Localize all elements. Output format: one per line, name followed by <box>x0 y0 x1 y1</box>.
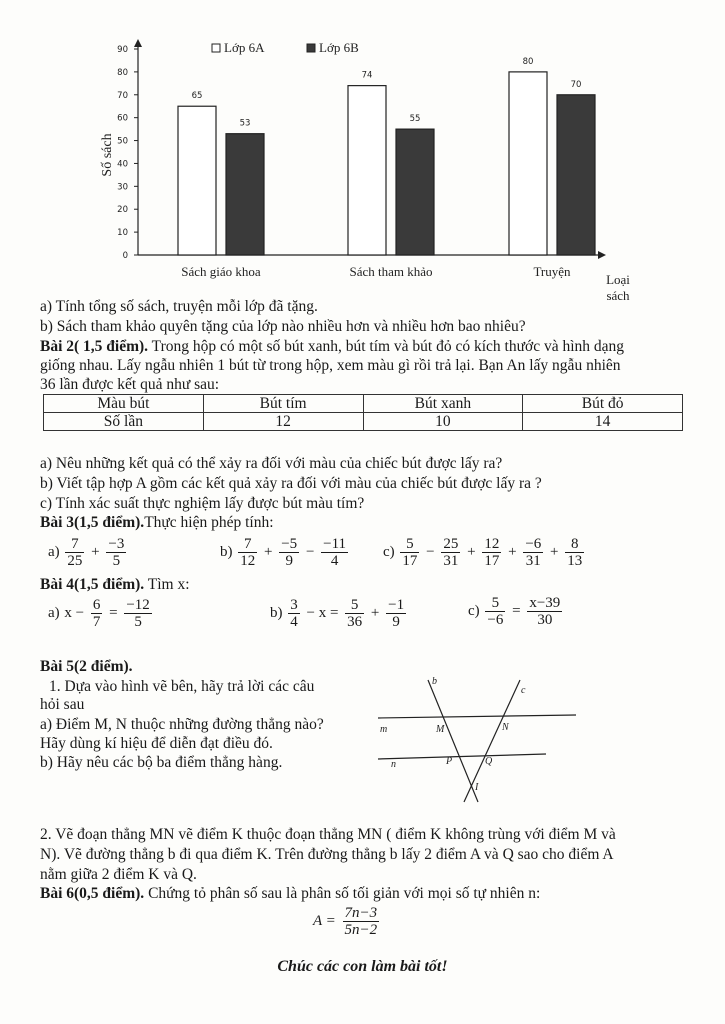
fraction-denominator: 9 <box>285 553 293 569</box>
fraction-numerator: −3 <box>108 536 125 552</box>
q5-p1-line: a) Điểm M, N thuộc những đường thẳng nào? <box>40 716 324 733</box>
fraction-denominator: 4 <box>330 553 339 569</box>
fraction <box>91 597 103 630</box>
fraction-denominator: −6 <box>487 612 504 628</box>
geometry-figure <box>360 672 590 807</box>
y-tick-label: 40 <box>117 159 128 170</box>
math-operator: − <box>302 544 319 560</box>
fraction-numerator: −1 <box>388 597 405 613</box>
math-operator: + <box>367 605 384 621</box>
math-operator: = <box>105 605 122 621</box>
math-operator: = <box>508 603 525 619</box>
y-tick-label: 60 <box>117 113 128 124</box>
table-row <box>44 413 683 431</box>
math-operator: + <box>87 544 104 560</box>
fraction-denominator: 17 <box>402 553 418 569</box>
fraction-numerator: 5 <box>400 536 419 553</box>
fraction-numerator: −11 <box>323 536 347 552</box>
x-axis-arrow <box>598 251 606 259</box>
table-cell: Số lần <box>44 413 204 431</box>
math-operator: x − <box>64 605 88 621</box>
y-tick-label: 70 <box>117 90 128 101</box>
label-m: m <box>380 724 388 735</box>
q3-expr-c <box>383 536 586 569</box>
q5-p2-line: nằm giữa 2 điểm K và Q. <box>40 866 197 883</box>
math-operator: − <box>422 544 439 560</box>
fraction-denominator: 31 <box>525 553 541 569</box>
q2-intro-line1 <box>40 338 624 356</box>
q6-denominator: 5n−2 <box>344 922 378 938</box>
q6-heading <box>40 885 540 903</box>
math-operator: + <box>260 544 277 560</box>
bar <box>226 134 264 255</box>
q4-label-a: a) <box>48 604 60 621</box>
q3-label-a: a) <box>48 543 60 560</box>
y-tick-label: 80 <box>117 67 128 78</box>
q6-lhs: A = <box>313 913 336 929</box>
label-Q: Q <box>485 756 493 767</box>
q3-label-b: b) <box>220 543 233 560</box>
q4-text: Tìm x: <box>144 576 190 593</box>
x-axis-label: sách <box>606 288 630 303</box>
q2-intro-text: Trong hộp có một số bút xanh, bút tím và bút đỏ có kích thước và hình dạng <box>148 338 625 355</box>
table-header-cell: Bút đỏ <box>523 395 683 413</box>
q2-part-c: c) Tính xác suất thực nghiệm lấy được bút màu tím? <box>40 495 365 512</box>
bar <box>396 129 434 255</box>
fraction-denominator: 31 <box>443 553 459 569</box>
table-cell: 14 <box>523 413 683 431</box>
x-tick-label: Truyện <box>533 264 571 279</box>
label-M: M <box>436 724 445 735</box>
q1-part-a: a) Tính tổng số sách, truyện mỗi lớp đã tặng. <box>40 298 318 315</box>
data-label: 80 <box>522 56 534 67</box>
fraction-denominator: 13 <box>567 553 583 569</box>
fraction-numerator: 7 <box>65 536 84 553</box>
q2-intro-line3: 36 lần được kết quả như sau: <box>40 376 220 393</box>
fraction-numerator: 5 <box>485 595 505 612</box>
fraction-denominator: 12 <box>240 553 256 569</box>
q2-part-b: b) Viết tập hợp A gồm các kết quả xảy ra đối với màu của chiếc bút được lấy ra ? <box>40 475 542 492</box>
fraction <box>288 597 300 630</box>
data-label: 65 <box>191 91 203 102</box>
q2-title: Bài 2( 1,5 điểm). <box>40 338 149 355</box>
data-label: 53 <box>239 118 251 129</box>
fraction <box>386 597 406 630</box>
line-m <box>378 715 576 718</box>
math-operator: + <box>546 544 563 560</box>
fraction-denominator: 7 <box>92 614 101 630</box>
q2-intro-line2: giống nhau. Lấy ngẫu nhiên 1 bút từ trong hộp, xem màu gì rồi trả lại. Bạn An lấy ngẫu nhiên <box>40 357 621 374</box>
fraction-numerator: −6 <box>525 536 542 552</box>
data-label: 74 <box>361 70 373 81</box>
fraction-numerator: 7 <box>238 536 257 553</box>
q4-label-b: b) <box>270 604 283 621</box>
q4-expr-b <box>270 597 408 630</box>
fraction-numerator: 25 <box>443 536 459 552</box>
x-axis-label: Loại <box>606 272 630 287</box>
fraction <box>441 536 460 569</box>
q3-text: Thực hiện phép tính: <box>144 514 274 531</box>
label-N: N <box>502 722 509 733</box>
q5-p1-line: hỏi sau <box>40 696 85 713</box>
legend-swatch <box>307 44 315 52</box>
q2-part-a: a) Nêu những kết quả có thể xảy ra đối với màu của chiếc bút được lấy ra? <box>40 455 503 472</box>
fraction <box>400 536 419 569</box>
bar <box>178 106 216 255</box>
q4-label-c: c) <box>468 602 480 619</box>
fraction-numerator: 6 <box>92 597 101 613</box>
line-c <box>464 680 520 802</box>
legend-label: Lớp 6A <box>224 40 265 55</box>
label-P: P <box>446 756 453 767</box>
fraction-numerator: −12 <box>126 597 150 613</box>
q5-p2-line: N). Vẽ đường thẳng b đi qua điểm K. Trên đường thẳng b lấy 2 điểm A và Q sao cho điểm A <box>40 846 614 863</box>
y-tick-label: 20 <box>117 205 128 216</box>
q5-p2-line: 2. Vẽ đoạn thẳng MN vẽ điểm K thuộc đoạn thẳng MN ( điểm K không trùng với điểm M và <box>40 826 616 843</box>
q4-heading <box>40 576 190 594</box>
x-tick-label: Sách tham khảo <box>349 264 433 279</box>
math-operator: + <box>504 544 521 560</box>
q6-title: Bài 6(0,5 điểm). <box>40 885 145 902</box>
fraction-denominator: 25 <box>67 553 83 569</box>
fraction-numerator: −5 <box>281 536 298 552</box>
q5-p1-line: Hãy dùng kí hiệu để diễn đạt điều đó. <box>40 735 273 752</box>
fraction-denominator: 17 <box>484 553 500 569</box>
q1-part-b: b) Sách tham khảo quyên tặng của lớp nào nhiều hơn và nhiều hơn bao nhiêu? <box>40 318 526 335</box>
fraction <box>106 536 126 569</box>
y-tick-label: 90 <box>117 45 128 55</box>
closing-message: Chúc các con làm bài tốt! <box>277 958 448 975</box>
fraction <box>345 597 364 630</box>
y-axis-label: Số sách <box>100 133 115 177</box>
fraction <box>565 536 584 569</box>
y-tick-label: 50 <box>117 136 128 147</box>
data-label: 70 <box>570 79 582 90</box>
fraction-numerator: 3 <box>290 597 298 613</box>
fraction <box>523 536 543 569</box>
q4-expr-a <box>48 597 154 630</box>
label-c: c <box>521 685 526 696</box>
q3-title: Bài 3(1,5 điểm). <box>40 514 145 531</box>
fraction-denominator: 9 <box>392 614 400 630</box>
results-table <box>43 394 683 431</box>
q5-title: Bài 5(2 điểm). <box>40 658 133 675</box>
label-b: b <box>432 676 437 687</box>
table-header-row <box>44 395 683 413</box>
q3-expr-b <box>220 536 350 569</box>
q5-p1-line: 1. Dựa vào hình vẽ bên, hãy trả lời các câu <box>49 678 315 695</box>
q3-heading <box>40 514 274 532</box>
fraction-denominator: 4 <box>290 614 298 630</box>
fraction-denominator: 36 <box>347 614 363 630</box>
y-axis-arrow <box>134 39 142 47</box>
math-operator: + <box>463 544 480 560</box>
x-tick-label: Sách giáo khoa <box>181 264 261 279</box>
fraction-denominator: 5 <box>134 614 142 630</box>
fraction <box>279 536 299 569</box>
fraction-numerator: 8 <box>565 536 584 553</box>
fraction-denominator: 5 <box>112 553 121 569</box>
fraction <box>238 536 257 569</box>
y-tick-label: 10 <box>117 228 128 239</box>
fraction <box>65 536 84 569</box>
q4-title: Bài 4(1,5 điểm). <box>40 576 145 593</box>
q6-numerator: 7n−3 <box>344 905 378 921</box>
data-label: 55 <box>409 114 421 125</box>
fraction-numerator: 5 <box>345 597 364 614</box>
q6-expression <box>312 905 381 938</box>
fraction <box>485 595 505 628</box>
q4-expr-c <box>468 595 564 628</box>
legend-swatch <box>212 44 220 52</box>
table-cell: 12 <box>203 413 363 431</box>
fraction <box>124 597 151 630</box>
y-tick-label: 30 <box>117 182 128 193</box>
table-header-cell: Bút xanh <box>363 395 523 413</box>
line-n <box>378 754 546 759</box>
fraction <box>527 595 562 628</box>
fraction <box>482 536 501 569</box>
fraction <box>321 536 348 569</box>
math-operator: − x = <box>302 605 343 621</box>
table-cell: 10 <box>363 413 523 431</box>
bar <box>509 72 547 255</box>
table-header-cell: Bút tím <box>203 395 363 413</box>
line-b <box>428 680 478 802</box>
y-tick-label: 0 <box>122 251 128 261</box>
fraction-denominator: 30 <box>537 612 553 628</box>
bar-chart <box>0 0 725 310</box>
q3-label-c: c) <box>383 543 395 560</box>
table-header-cell: Màu bút <box>44 395 204 413</box>
q6-text: Chứng tỏ phân số sau là phân số tối giản với mọi số tự nhiên n: <box>144 885 541 902</box>
q6-fraction <box>343 905 380 938</box>
legend-label: Lớp 6B <box>319 40 359 55</box>
q5-p1-line: b) Hãy nêu các bộ ba điểm thẳng hàng. <box>40 754 283 771</box>
fraction-numerator: 12 <box>484 536 500 552</box>
fraction-numerator: x−39 <box>529 595 561 611</box>
label-I: I <box>475 782 479 793</box>
q3-expr-a <box>48 536 128 569</box>
bar <box>348 86 386 255</box>
label-n: n <box>391 759 396 770</box>
bar <box>557 95 595 255</box>
